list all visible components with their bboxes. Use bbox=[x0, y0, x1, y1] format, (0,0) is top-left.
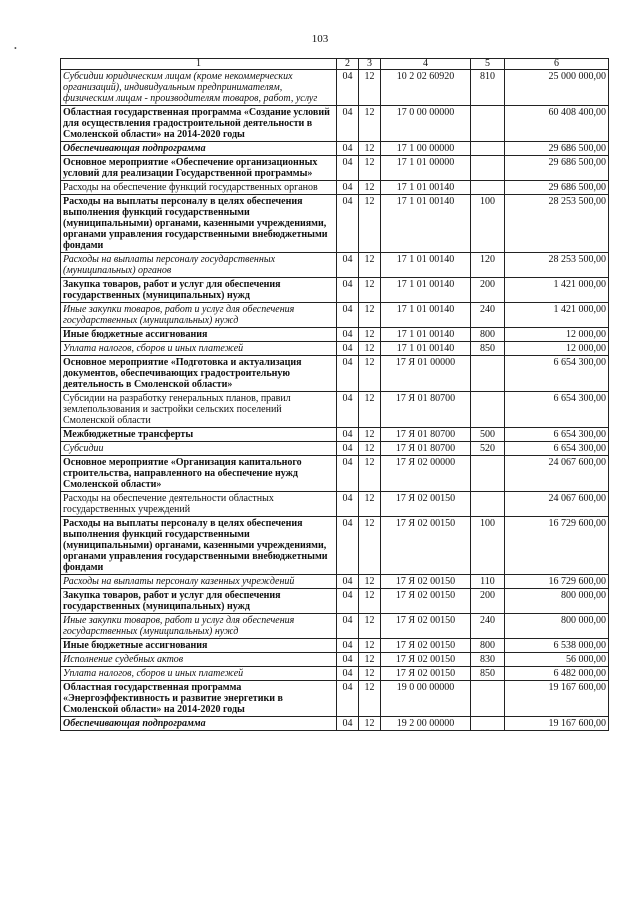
row-target-code-cell: 17 1 01 00140 bbox=[381, 181, 471, 195]
row-target-code-cell: 17 0 00 00000 bbox=[381, 106, 471, 142]
row-subsection-cell: 12 bbox=[359, 717, 381, 731]
row-target-code-cell: 17 1 01 00140 bbox=[381, 278, 471, 303]
table-row bbox=[61, 142, 609, 156]
row-target-code-cell: 17 Я 02 00000 bbox=[381, 456, 471, 492]
table-row bbox=[61, 517, 609, 575]
row-subsection-cell: 12 bbox=[359, 653, 381, 667]
row-amount-cell: 1 421 000,00 bbox=[505, 278, 609, 303]
row-subsection-cell: 12 bbox=[359, 614, 381, 639]
row-amount-cell: 6 654 300,00 bbox=[505, 442, 609, 456]
row-amount-cell: 24 067 600,00 bbox=[505, 456, 609, 492]
row-section-cell: 04 bbox=[337, 303, 359, 328]
row-expense-type-cell bbox=[471, 492, 505, 517]
row-expense-type-cell: 100 bbox=[471, 517, 505, 575]
row-name-cell: Иные бюджетные ассигнования bbox=[61, 328, 337, 342]
row-section-cell: 04 bbox=[337, 70, 359, 106]
row-section-cell: 04 bbox=[337, 156, 359, 181]
row-name-cell: Областная государственная программа «Энергоэффективность и развитие энергетики в Смоленской области» на 2014-2020 годы bbox=[61, 681, 337, 717]
row-name-cell: Расходы на обеспечение функций государственных органов bbox=[61, 181, 337, 195]
row-name-cell: Областная государственная программа «Создание условий для осуществления градостроительной деятельности в Смоленской области» на 2014-2020 годы bbox=[61, 106, 337, 142]
header-cell-section: 2 bbox=[337, 59, 359, 70]
row-section-cell: 04 bbox=[337, 517, 359, 575]
row-expense-type-cell bbox=[471, 717, 505, 731]
budget-table bbox=[60, 58, 609, 731]
row-target-code-cell: 10 2 02 60920 bbox=[381, 70, 471, 106]
margin-mark: • bbox=[14, 44, 17, 53]
row-amount-cell: 1 421 000,00 bbox=[505, 303, 609, 328]
row-name-cell: Субсидии юридическим лицам (кроме некоммерческих организаций), индивидуальным предпринимателям, физическим лицам - производителям товаров, работ, услуг bbox=[61, 70, 337, 106]
row-expense-type-cell: 240 bbox=[471, 303, 505, 328]
table-row bbox=[61, 392, 609, 428]
row-target-code-cell: 17 Я 02 00150 bbox=[381, 653, 471, 667]
row-target-code-cell: 17 Я 01 00000 bbox=[381, 356, 471, 392]
table-row bbox=[61, 456, 609, 492]
row-section-cell: 04 bbox=[337, 181, 359, 195]
row-amount-cell: 12 000,00 bbox=[505, 328, 609, 342]
table-row bbox=[61, 428, 609, 442]
row-section-cell: 04 bbox=[337, 575, 359, 589]
row-section-cell: 04 bbox=[337, 614, 359, 639]
table-row bbox=[61, 303, 609, 328]
row-target-code-cell: 17 Я 02 00150 bbox=[381, 614, 471, 639]
row-section-cell: 04 bbox=[337, 253, 359, 278]
row-subsection-cell: 12 bbox=[359, 392, 381, 428]
row-target-code-cell: 17 1 01 00140 bbox=[381, 342, 471, 356]
table-row bbox=[61, 70, 609, 106]
row-section-cell: 04 bbox=[337, 653, 359, 667]
row-subsection-cell: 12 bbox=[359, 589, 381, 614]
row-expense-type-cell: 520 bbox=[471, 442, 505, 456]
table-row bbox=[61, 589, 609, 614]
row-target-code-cell: 17 1 01 00140 bbox=[381, 195, 471, 253]
row-section-cell: 04 bbox=[337, 717, 359, 731]
row-amount-cell: 25 000 000,00 bbox=[505, 70, 609, 106]
row-target-code-cell: 17 1 01 00140 bbox=[381, 328, 471, 342]
row-amount-cell: 6 538 000,00 bbox=[505, 639, 609, 653]
row-amount-cell: 6 654 300,00 bbox=[505, 428, 609, 442]
table-row bbox=[61, 328, 609, 342]
row-expense-type-cell: 110 bbox=[471, 575, 505, 589]
table-row bbox=[61, 653, 609, 667]
table-row bbox=[61, 181, 609, 195]
row-expense-type-cell: 500 bbox=[471, 428, 505, 442]
row-section-cell: 04 bbox=[337, 356, 359, 392]
header-cell-expense-type: 5 bbox=[471, 59, 505, 70]
row-target-code-cell: 17 1 01 00140 bbox=[381, 253, 471, 278]
row-subsection-cell: 12 bbox=[359, 303, 381, 328]
row-name-cell: Расходы на выплаты персоналу государственных (муниципальных) органов bbox=[61, 253, 337, 278]
row-section-cell: 04 bbox=[337, 106, 359, 142]
row-name-cell: Обеспечивающая подпрограмма bbox=[61, 717, 337, 731]
row-section-cell: 04 bbox=[337, 195, 359, 253]
row-name-cell: Расходы на обеспечение деятельности областных государственных учреждений bbox=[61, 492, 337, 517]
row-amount-cell: 800 000,00 bbox=[505, 614, 609, 639]
table-row bbox=[61, 639, 609, 653]
row-subsection-cell: 12 bbox=[359, 492, 381, 517]
row-amount-cell: 6 654 300,00 bbox=[505, 356, 609, 392]
row-name-cell: Уплата налогов, сборов и иных платежей bbox=[61, 342, 337, 356]
table-body bbox=[61, 70, 609, 731]
row-subsection-cell: 12 bbox=[359, 70, 381, 106]
row-target-code-cell: 17 Я 01 80700 bbox=[381, 392, 471, 428]
row-name-cell: Иные закупки товаров, работ и услуг для обеспечения государственных (муниципальных) нужд bbox=[61, 303, 337, 328]
row-target-code-cell: 17 Я 02 00150 bbox=[381, 575, 471, 589]
row-amount-cell: 29 686 500,00 bbox=[505, 181, 609, 195]
row-section-cell: 04 bbox=[337, 342, 359, 356]
row-amount-cell: 29 686 500,00 bbox=[505, 142, 609, 156]
row-subsection-cell: 12 bbox=[359, 328, 381, 342]
row-subsection-cell: 12 bbox=[359, 428, 381, 442]
row-name-cell: Иные бюджетные ассигнования bbox=[61, 639, 337, 653]
row-expense-type-cell: 850 bbox=[471, 342, 505, 356]
row-amount-cell: 16 729 600,00 bbox=[505, 575, 609, 589]
row-section-cell: 04 bbox=[337, 681, 359, 717]
row-subsection-cell: 12 bbox=[359, 156, 381, 181]
table-row bbox=[61, 253, 609, 278]
row-name-cell: Межбюджетные трансферты bbox=[61, 428, 337, 442]
row-name-cell: Основное мероприятие «Обеспечение организационных условий для реализации Государственной программы» bbox=[61, 156, 337, 181]
row-expense-type-cell bbox=[471, 156, 505, 181]
row-amount-cell: 6 482 000,00 bbox=[505, 667, 609, 681]
row-section-cell: 04 bbox=[337, 639, 359, 653]
row-expense-type-cell: 800 bbox=[471, 328, 505, 342]
row-expense-type-cell bbox=[471, 181, 505, 195]
page-number: 103 bbox=[311, 33, 329, 45]
row-amount-cell: 12 000,00 bbox=[505, 342, 609, 356]
row-name-cell: Субсидии bbox=[61, 442, 337, 456]
table-row bbox=[61, 195, 609, 253]
row-subsection-cell: 12 bbox=[359, 681, 381, 717]
row-amount-cell: 28 253 500,00 bbox=[505, 253, 609, 278]
row-expense-type-cell: 800 bbox=[471, 639, 505, 653]
row-section-cell: 04 bbox=[337, 456, 359, 492]
row-target-code-cell: 17 Я 02 00150 bbox=[381, 492, 471, 517]
row-amount-cell: 19 167 600,00 bbox=[505, 681, 609, 717]
row-subsection-cell: 12 bbox=[359, 356, 381, 392]
row-target-code-cell: 17 Я 02 00150 bbox=[381, 667, 471, 681]
row-name-cell: Обеспечивающая подпрограмма bbox=[61, 142, 337, 156]
table-row bbox=[61, 575, 609, 589]
row-name-cell: Закупка товаров, работ и услуг для обеспечения государственных (муниципальных) нужд bbox=[61, 278, 337, 303]
row-amount-cell: 56 000,00 bbox=[505, 653, 609, 667]
row-target-code-cell: 17 Я 02 00150 bbox=[381, 517, 471, 575]
row-expense-type-cell bbox=[471, 142, 505, 156]
row-name-cell: Закупка товаров, работ и услуг для обеспечения государственных (муниципальных) нужд bbox=[61, 589, 337, 614]
row-name-cell: Расходы на выплаты персоналу в целях обеспечения выполнения функций государственными (муниципальными) органами, казенными учреждениями, органами управления государственными внебюджетными фондами bbox=[61, 195, 337, 253]
row-target-code-cell: 17 Я 02 00150 bbox=[381, 589, 471, 614]
row-amount-cell: 19 167 600,00 bbox=[505, 717, 609, 731]
row-target-code-cell: 17 1 01 00000 bbox=[381, 156, 471, 181]
header-cell-target-code: 4 bbox=[381, 59, 471, 70]
row-subsection-cell: 12 bbox=[359, 639, 381, 653]
row-subsection-cell: 12 bbox=[359, 517, 381, 575]
row-subsection-cell: 12 bbox=[359, 456, 381, 492]
table-row bbox=[61, 492, 609, 517]
row-expense-type-cell bbox=[471, 681, 505, 717]
row-amount-cell: 16 729 600,00 bbox=[505, 517, 609, 575]
header-row bbox=[61, 59, 609, 70]
row-subsection-cell: 12 bbox=[359, 195, 381, 253]
row-section-cell: 04 bbox=[337, 142, 359, 156]
row-section-cell: 04 bbox=[337, 428, 359, 442]
row-target-code-cell: 17 Я 02 00150 bbox=[381, 639, 471, 653]
table-row bbox=[61, 442, 609, 456]
row-section-cell: 04 bbox=[337, 667, 359, 681]
row-target-code-cell: 17 1 00 00000 bbox=[381, 142, 471, 156]
row-name-cell: Исполнение судебных актов bbox=[61, 653, 337, 667]
row-name-cell: Основное мероприятие «Подготовка и актуализация документов, обеспечивающих градостроительную деятельность в Смоленской области» bbox=[61, 356, 337, 392]
table-row bbox=[61, 106, 609, 142]
row-subsection-cell: 12 bbox=[359, 181, 381, 195]
row-section-cell: 04 bbox=[337, 492, 359, 517]
table-row bbox=[61, 356, 609, 392]
table-row bbox=[61, 342, 609, 356]
row-amount-cell: 28 253 500,00 bbox=[505, 195, 609, 253]
row-target-code-cell: 17 Я 01 80700 bbox=[381, 428, 471, 442]
table-row bbox=[61, 278, 609, 303]
row-target-code-cell: 19 0 00 00000 bbox=[381, 681, 471, 717]
row-section-cell: 04 bbox=[337, 278, 359, 303]
row-amount-cell: 60 408 400,00 bbox=[505, 106, 609, 142]
row-expense-type-cell: 850 bbox=[471, 667, 505, 681]
row-amount-cell: 800 000,00 bbox=[505, 589, 609, 614]
row-name-cell: Основное мероприятие «Организация капитального строительства, направленного на обеспечение нужд Смоленской области» bbox=[61, 456, 337, 492]
row-target-code-cell: 17 1 01 00140 bbox=[381, 303, 471, 328]
row-expense-type-cell bbox=[471, 356, 505, 392]
row-subsection-cell: 12 bbox=[359, 142, 381, 156]
row-name-cell: Расходы на выплаты персоналу в целях обеспечения выполнения функций государственными (муниципальными) органами, казенными учреждениями, органами управления государственными внебюджетными фондами bbox=[61, 517, 337, 575]
table-row bbox=[61, 667, 609, 681]
row-expense-type-cell: 120 bbox=[471, 253, 505, 278]
row-target-code-cell: 19 2 00 00000 bbox=[381, 717, 471, 731]
row-section-cell: 04 bbox=[337, 442, 359, 456]
row-subsection-cell: 12 bbox=[359, 442, 381, 456]
row-subsection-cell: 12 bbox=[359, 253, 381, 278]
header-cell-name: 1 bbox=[61, 59, 337, 70]
row-expense-type-cell bbox=[471, 456, 505, 492]
row-expense-type-cell: 810 bbox=[471, 70, 505, 106]
row-expense-type-cell: 240 bbox=[471, 614, 505, 639]
row-section-cell: 04 bbox=[337, 392, 359, 428]
row-subsection-cell: 12 bbox=[359, 106, 381, 142]
row-amount-cell: 29 686 500,00 bbox=[505, 156, 609, 181]
row-target-code-cell: 17 Я 01 80700 bbox=[381, 442, 471, 456]
row-subsection-cell: 12 bbox=[359, 575, 381, 589]
row-expense-type-cell bbox=[471, 392, 505, 428]
row-subsection-cell: 12 bbox=[359, 278, 381, 303]
row-expense-type-cell: 100 bbox=[471, 195, 505, 253]
row-expense-type-cell bbox=[471, 106, 505, 142]
row-amount-cell: 6 654 300,00 bbox=[505, 392, 609, 428]
table-row bbox=[61, 614, 609, 639]
row-expense-type-cell: 200 bbox=[471, 589, 505, 614]
row-amount-cell: 24 067 600,00 bbox=[505, 492, 609, 517]
row-name-cell: Иные закупки товаров, работ и услуг для обеспечения государственных (муниципальных) нужд bbox=[61, 614, 337, 639]
row-expense-type-cell: 830 bbox=[471, 653, 505, 667]
header-cell-amount: 6 bbox=[505, 59, 609, 70]
row-section-cell: 04 bbox=[337, 589, 359, 614]
row-subsection-cell: 12 bbox=[359, 667, 381, 681]
table-row bbox=[61, 156, 609, 181]
row-expense-type-cell: 200 bbox=[471, 278, 505, 303]
header-cell-subsection: 3 bbox=[359, 59, 381, 70]
row-section-cell: 04 bbox=[337, 328, 359, 342]
row-name-cell: Расходы на выплаты персоналу казенных учреждений bbox=[61, 575, 337, 589]
row-name-cell: Субсидии на разработку генеральных планов, правил землепользования и застройки сельских поселений Смоленской области bbox=[61, 392, 337, 428]
row-name-cell: Уплата налогов, сборов и иных платежей bbox=[61, 667, 337, 681]
row-subsection-cell: 12 bbox=[359, 342, 381, 356]
table-row bbox=[61, 717, 609, 731]
table-row bbox=[61, 681, 609, 717]
